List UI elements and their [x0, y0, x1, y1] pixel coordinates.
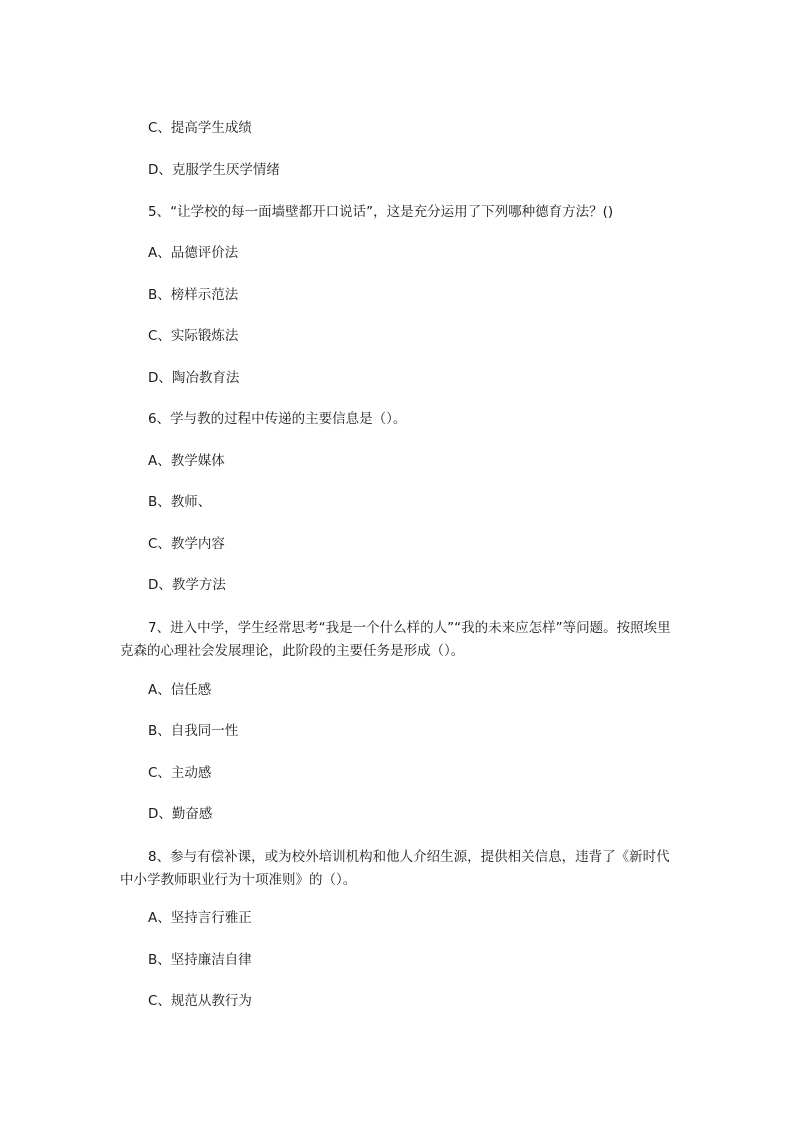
question-7: 7、进入中学，学生经常思考“我是一个什么样的人”“我的未来应怎样”等问题。按照埃里克森的心理社会发展理论，此阶段的主要任务是形成（）。: [120, 620, 671, 659]
option-d-q7: D、勤奋感: [148, 806, 213, 822]
option-b-q5: B、榜样示范法: [148, 287, 239, 303]
option-c-q4: C、提高学生成绩: [148, 120, 252, 136]
question-6: 6、学与教的过程中传递的主要信息是（）。: [148, 411, 407, 427]
option-d-q6: D、教学方法: [148, 577, 226, 593]
option-c-q8: C、规范从教行为: [148, 993, 252, 1009]
option-a-q8: A、坚持言行雅正: [148, 910, 252, 926]
option-a-q6: A、教学媒体: [148, 453, 225, 469]
option-c-q5: C、实际锻炼法: [148, 328, 239, 344]
option-c-q6: C、教学内容: [148, 536, 225, 552]
option-a-q5: A、品德评价法: [148, 245, 239, 261]
option-d-q4: D、克服学生厌学情绪: [148, 162, 280, 178]
option-b-q8: B、坚持廉洁自律: [148, 952, 252, 968]
option-d-q5: D、陶冶教育法: [148, 370, 240, 386]
option-b-q7: B、自我同一性: [148, 723, 239, 739]
option-a-q7: A、信任感: [148, 682, 212, 698]
question-5: 5、“让学校的每一面墙壁都开口说话”，这是充分运用了下列哪种德育方法？(): [148, 204, 614, 220]
question-8: 8、参与有偿补课，或为校外培训机构和他人介绍生源，提供相关信息，违背了《新时代中小学教师职业行为十项准则》的（）。: [120, 849, 670, 888]
option-b-q6: B、教师、: [148, 494, 212, 510]
option-c-q7: C、主动感: [148, 765, 212, 781]
